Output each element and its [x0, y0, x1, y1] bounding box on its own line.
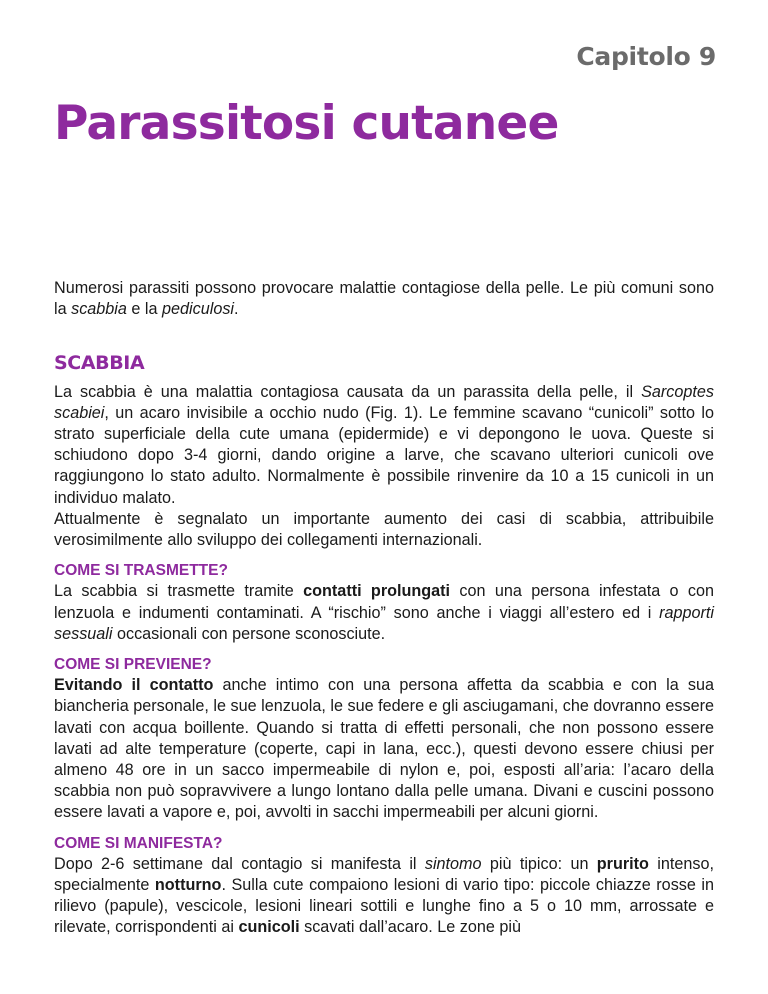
manifesta-bold-3: cunicoli: [238, 918, 300, 937]
manifesta-text-1: Dopo 2-6 settimane dal contagio si manifesta il: [54, 854, 425, 873]
manifesta-text-4: . Sulla cute compaiono lesioni di vario tipo: piccole chiazze rosse in rilievo (papule), vescicole, lesioni lineari sottili e lunghe fino a 5 o 10 mm, arrossate e rilevate, corrispondenti ai: [54, 876, 714, 937]
previene-text-1: anche intimo con una persona affetta da scabbia e con la sua biancheria personale, le sue lenzuola, le sue federe e gli asciugamani, che dovranno essere lavati con acqua boillente. Quando si tratta di effetti personali, che non possono essere lavati ad alte temperature (coperte, capi in lana, ecc.), questi devono essere chiusi per almeno 48 ore in un sacco impermeabile di nylon e, poi, esposti all’aria: l’acaro della scabbia non può sopravvivere a lungo lontano dalla pelle umana. Divani e cuscini possono essere lavati a vapore e, poi, avvolti in sacchi impermeabili per alcuni giorni.: [54, 676, 714, 822]
manifesta-text-5: scavati dall’acaro. Le zone più: [299, 918, 521, 937]
section-heading-scabbia: SCABBIA: [54, 352, 145, 375]
p1-text-1: La scabbia è una malattia contagiosa causata da un parassita della pelle, il: [54, 382, 642, 401]
intro-text-1: Numerosi parassiti possono provocare malattie contagiose della pelle. Le più comuni sono la: [54, 279, 714, 319]
chapter-label: Capitolo 9: [576, 42, 716, 71]
previene-bold-1: Evitando il contatto: [54, 676, 214, 695]
p1-term-sarcoptes: Sarcoptes scabiei: [54, 382, 714, 422]
trasmette-text-2: con una persona infestata o con lenzuola e indumenti contaminati. A “rischio” sono anche i viaggi all’estero ed i: [54, 582, 715, 622]
subheading-manifesta: COME SI MANIFESTA?: [54, 834, 223, 852]
intro-term-scabbia: scabbia: [71, 300, 127, 319]
trasmette-bold-1: contatti prolungati: [303, 582, 451, 601]
trasmette-text-3: occasionali con persone sconosciute.: [112, 624, 386, 643]
manifesta-italic-1: sintomo: [424, 854, 482, 873]
scabbia-paragraph-2: Attualmente è segnalato un importante aumento dei casi di scabbia, attribuibile verosimilmente allo sviluppo dei collegamenti internazionali.: [54, 509, 714, 550]
previene-paragraph: [54, 675, 714, 823]
manifesta-bold-2: notturno: [154, 876, 222, 895]
trasmette-text-1: La scabbia si trasmette tramite: [54, 582, 304, 601]
manifesta-bold-1: prurito: [596, 854, 649, 873]
trasmette-italic-1: rapporti sessuali: [54, 603, 714, 643]
manifesta-paragraph: [54, 854, 714, 939]
trasmette-paragraph: [54, 581, 714, 645]
intro-text-2: e la: [126, 300, 163, 319]
intro-term-pediculosi: pediculosi: [162, 300, 235, 319]
subheading-previene: COME SI PREVIENE?: [54, 656, 212, 674]
intro-paragraph: [54, 278, 714, 320]
manifesta-text-3: intenso, specialmente: [54, 854, 714, 895]
intro-text-3: .: [234, 300, 239, 319]
subheading-trasmette: COME SI TRASMETTE?: [54, 562, 228, 580]
p1-text-2: , un acaro invisibile a occhio nudo (Fig. 1). Le femmine scavano “cunicoli” sotto lo strato superficiale della cute umana (epidermide) e vi depongono le uova. Queste si schiudono dopo 3-4 giorni, dando origine a larve, che scavano ulteriori cunicoli ove raggiungono lo stato adulto. Normalmente è possibile rinvenire da 10 a 15 cunicoli in un individuo malato.: [54, 403, 714, 507]
main-content: [54, 278, 714, 939]
page-title: Parassitosi cutanee: [54, 96, 559, 151]
manifesta-text-2: più tipico: un: [481, 854, 597, 873]
scabbia-paragraph-1: [54, 382, 714, 509]
